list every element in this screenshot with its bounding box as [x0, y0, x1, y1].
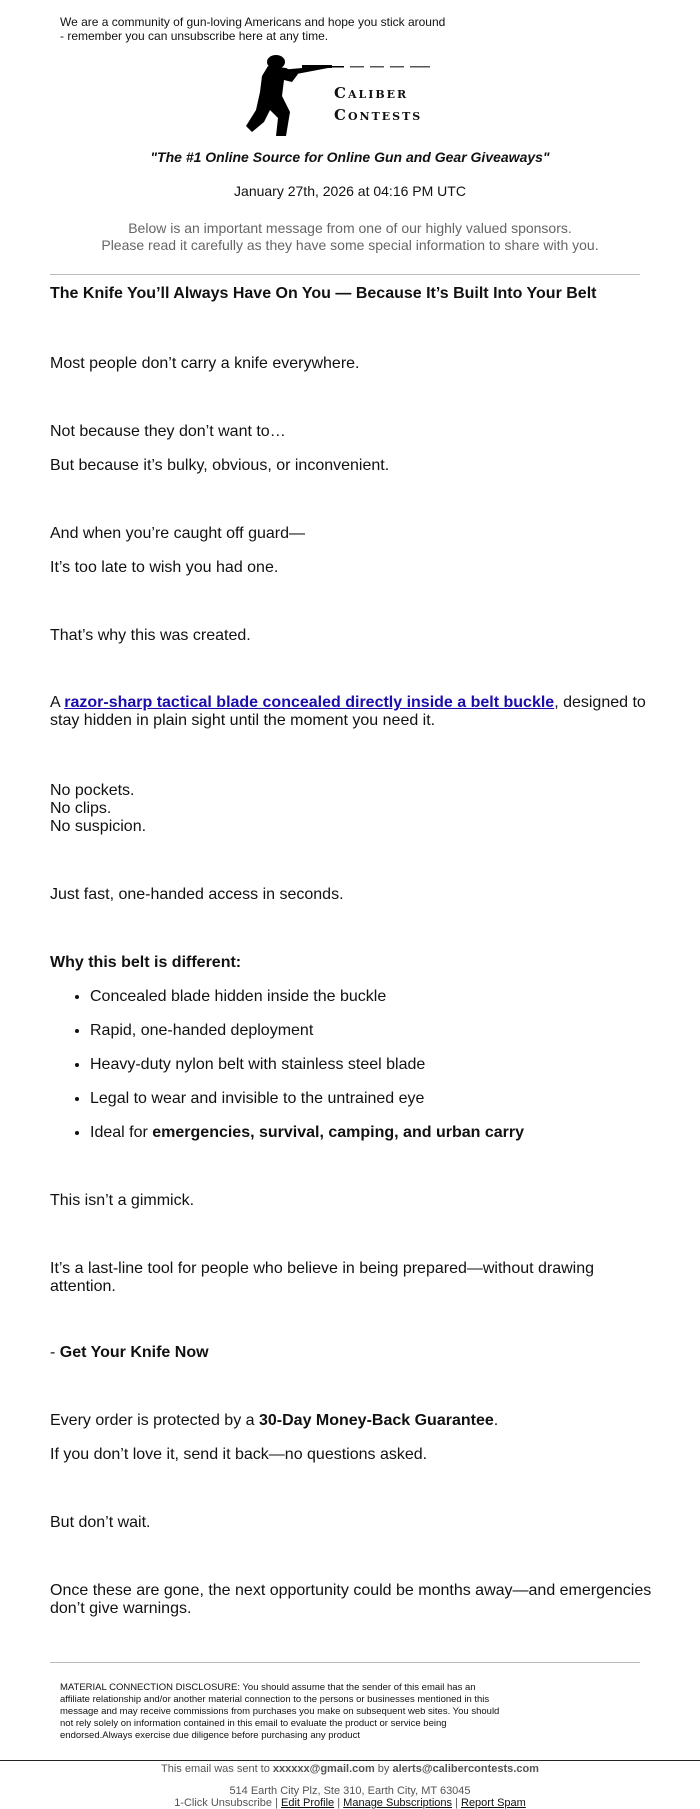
recipient-email: xxxxxx@gmail.com: [272, 1763, 375, 1775]
separator: |: [334, 1797, 344, 1809]
paragraph: Not because they don’t want to…: [50, 423, 286, 440]
why-heading: Why this belt is different:: [50, 954, 242, 971]
text: .: [493, 1412, 499, 1429]
paragraph: But don’t wait.: [50, 1514, 151, 1531]
edit-profile-link[interactable]: Edit Profile: [280, 1797, 335, 1809]
paragraph: Most people don’t carry a knife everywhere.: [50, 355, 360, 372]
feature-item: • Heavy-duty nylon belt with stainless steel blade: [90, 1056, 660, 1074]
cta-get-knife[interactable]: Get Your Knife Now: [59, 1344, 209, 1361]
intro-line-1: We are a community of gun-loving Americans and hope you stick around: [60, 15, 446, 29]
text: Ideal for: [90, 1124, 153, 1141]
feature-item: • Concealed blade hidden inside the buckle: [90, 988, 660, 1006]
postal-address: 514 Earth City Plz, Ste 310, Earth City, MT 63045: [229, 1785, 471, 1797]
text: -: [50, 1344, 60, 1361]
intro-line-2: - remember you can unsubscribe here at any time.: [60, 29, 329, 43]
paragraph: It’s a last-line tool for people who believe in being prepared—without drawing attention.: [50, 1260, 595, 1295]
features-list: [50, 988, 660, 1142]
no-list: [50, 782, 660, 836]
guarantee-bold: 30-Day Money-Back Guarantee: [258, 1412, 494, 1429]
text: Every order is protected by a: [50, 1412, 259, 1429]
features-list-container: [50, 988, 660, 1158]
logo-text-caliber: Caliber: [334, 84, 409, 102]
feature-item: [90, 1124, 660, 1142]
paragraph: And when you’re caught off guard—: [50, 525, 305, 542]
product-link[interactable]: razor-sharp tactical blade concealed directly inside a belt buckle: [64, 694, 555, 711]
tagline: "The #1 Online Source for Online Gun and Gear Giveaways": [150, 149, 550, 165]
paragraph: Once these are gone, the next opportunity could be months away—and emergencies don’t give warnings.: [50, 1582, 652, 1617]
paragraph: That’s why this was created.: [50, 627, 251, 644]
paragraph: It’s too late to wish you had one.: [50, 559, 279, 576]
text: , designed to stay hidden in plain sight until the moment you need it.: [50, 694, 646, 729]
product-paragraph: [50, 694, 660, 730]
separator: |: [272, 1797, 281, 1809]
no-suspicion: No suspicion.: [50, 818, 147, 835]
report-spam-link[interactable]: Report Spam: [461, 1797, 526, 1809]
paragraph: But because it’s bulky, obvious, or inconvenient.: [50, 457, 390, 474]
material-disclosure: MATERIAL CONNECTION DISCLOSURE: You should assume that the sender of this email has an affiliate relationship and/or another material connection to the persons or businesses mentioned in this message and may receive commissions from purchases you make on subsequent web sites. You should not rely solely on information contained in this email to evaluate the product or service being endorsed.Always exercise due diligence before purchasing any product: [60, 1682, 500, 1741]
text: This email was sent to: [161, 1763, 273, 1775]
logo-text-contests: Contests: [334, 106, 423, 124]
no-clips: No clips.: [50, 800, 112, 817]
text: by: [374, 1763, 393, 1775]
top-divider: [50, 274, 640, 275]
separator: |: [452, 1797, 461, 1809]
sponsor-notice: [0, 220, 700, 254]
paragraph: If you don’t love it, send it back—no questions asked.: [50, 1446, 428, 1463]
bottom-divider: [50, 1662, 640, 1663]
sponsor-line-2: Please read it carefully as they have some special information to share with you.: [101, 237, 599, 253]
feature-item: • Rapid, one-handed deployment: [90, 1022, 660, 1040]
unsubscribe-link[interactable]: 1-Click Unsubscribe: [174, 1797, 272, 1809]
paragraph: Just fast, one-handed access in seconds.: [50, 886, 344, 903]
feature-item: • Legal to wear and invisible to the untrained eye: [90, 1090, 660, 1108]
guarantee-paragraph: [50, 1412, 660, 1430]
caliber-contests-logo: [246, 52, 456, 140]
manage-subscriptions-link[interactable]: Manage Subscriptions: [343, 1797, 453, 1809]
article-title: The Knife You’ll Always Have On You — Because It’s Built Into Your Belt: [50, 285, 597, 302]
send-date: January 27th, 2026 at 04:16 PM UTC: [234, 183, 466, 199]
bold-text: emergencies, survival, camping, and urban carry: [152, 1124, 524, 1141]
footer-links: [0, 1797, 700, 1809]
text: A: [50, 694, 65, 711]
sponsor-line-1: Below is an important message from one of our highly valued sponsors.: [128, 220, 572, 236]
intro-text: [60, 15, 480, 43]
paragraph: This isn’t a gimmick.: [50, 1192, 195, 1209]
sent-to-line: [0, 1763, 700, 1775]
no-pockets: No pockets.: [50, 782, 135, 799]
sender-email: alerts@calibercontests.com: [392, 1763, 539, 1775]
footer-divider: [0, 1760, 700, 1761]
cta-line: [50, 1344, 660, 1362]
